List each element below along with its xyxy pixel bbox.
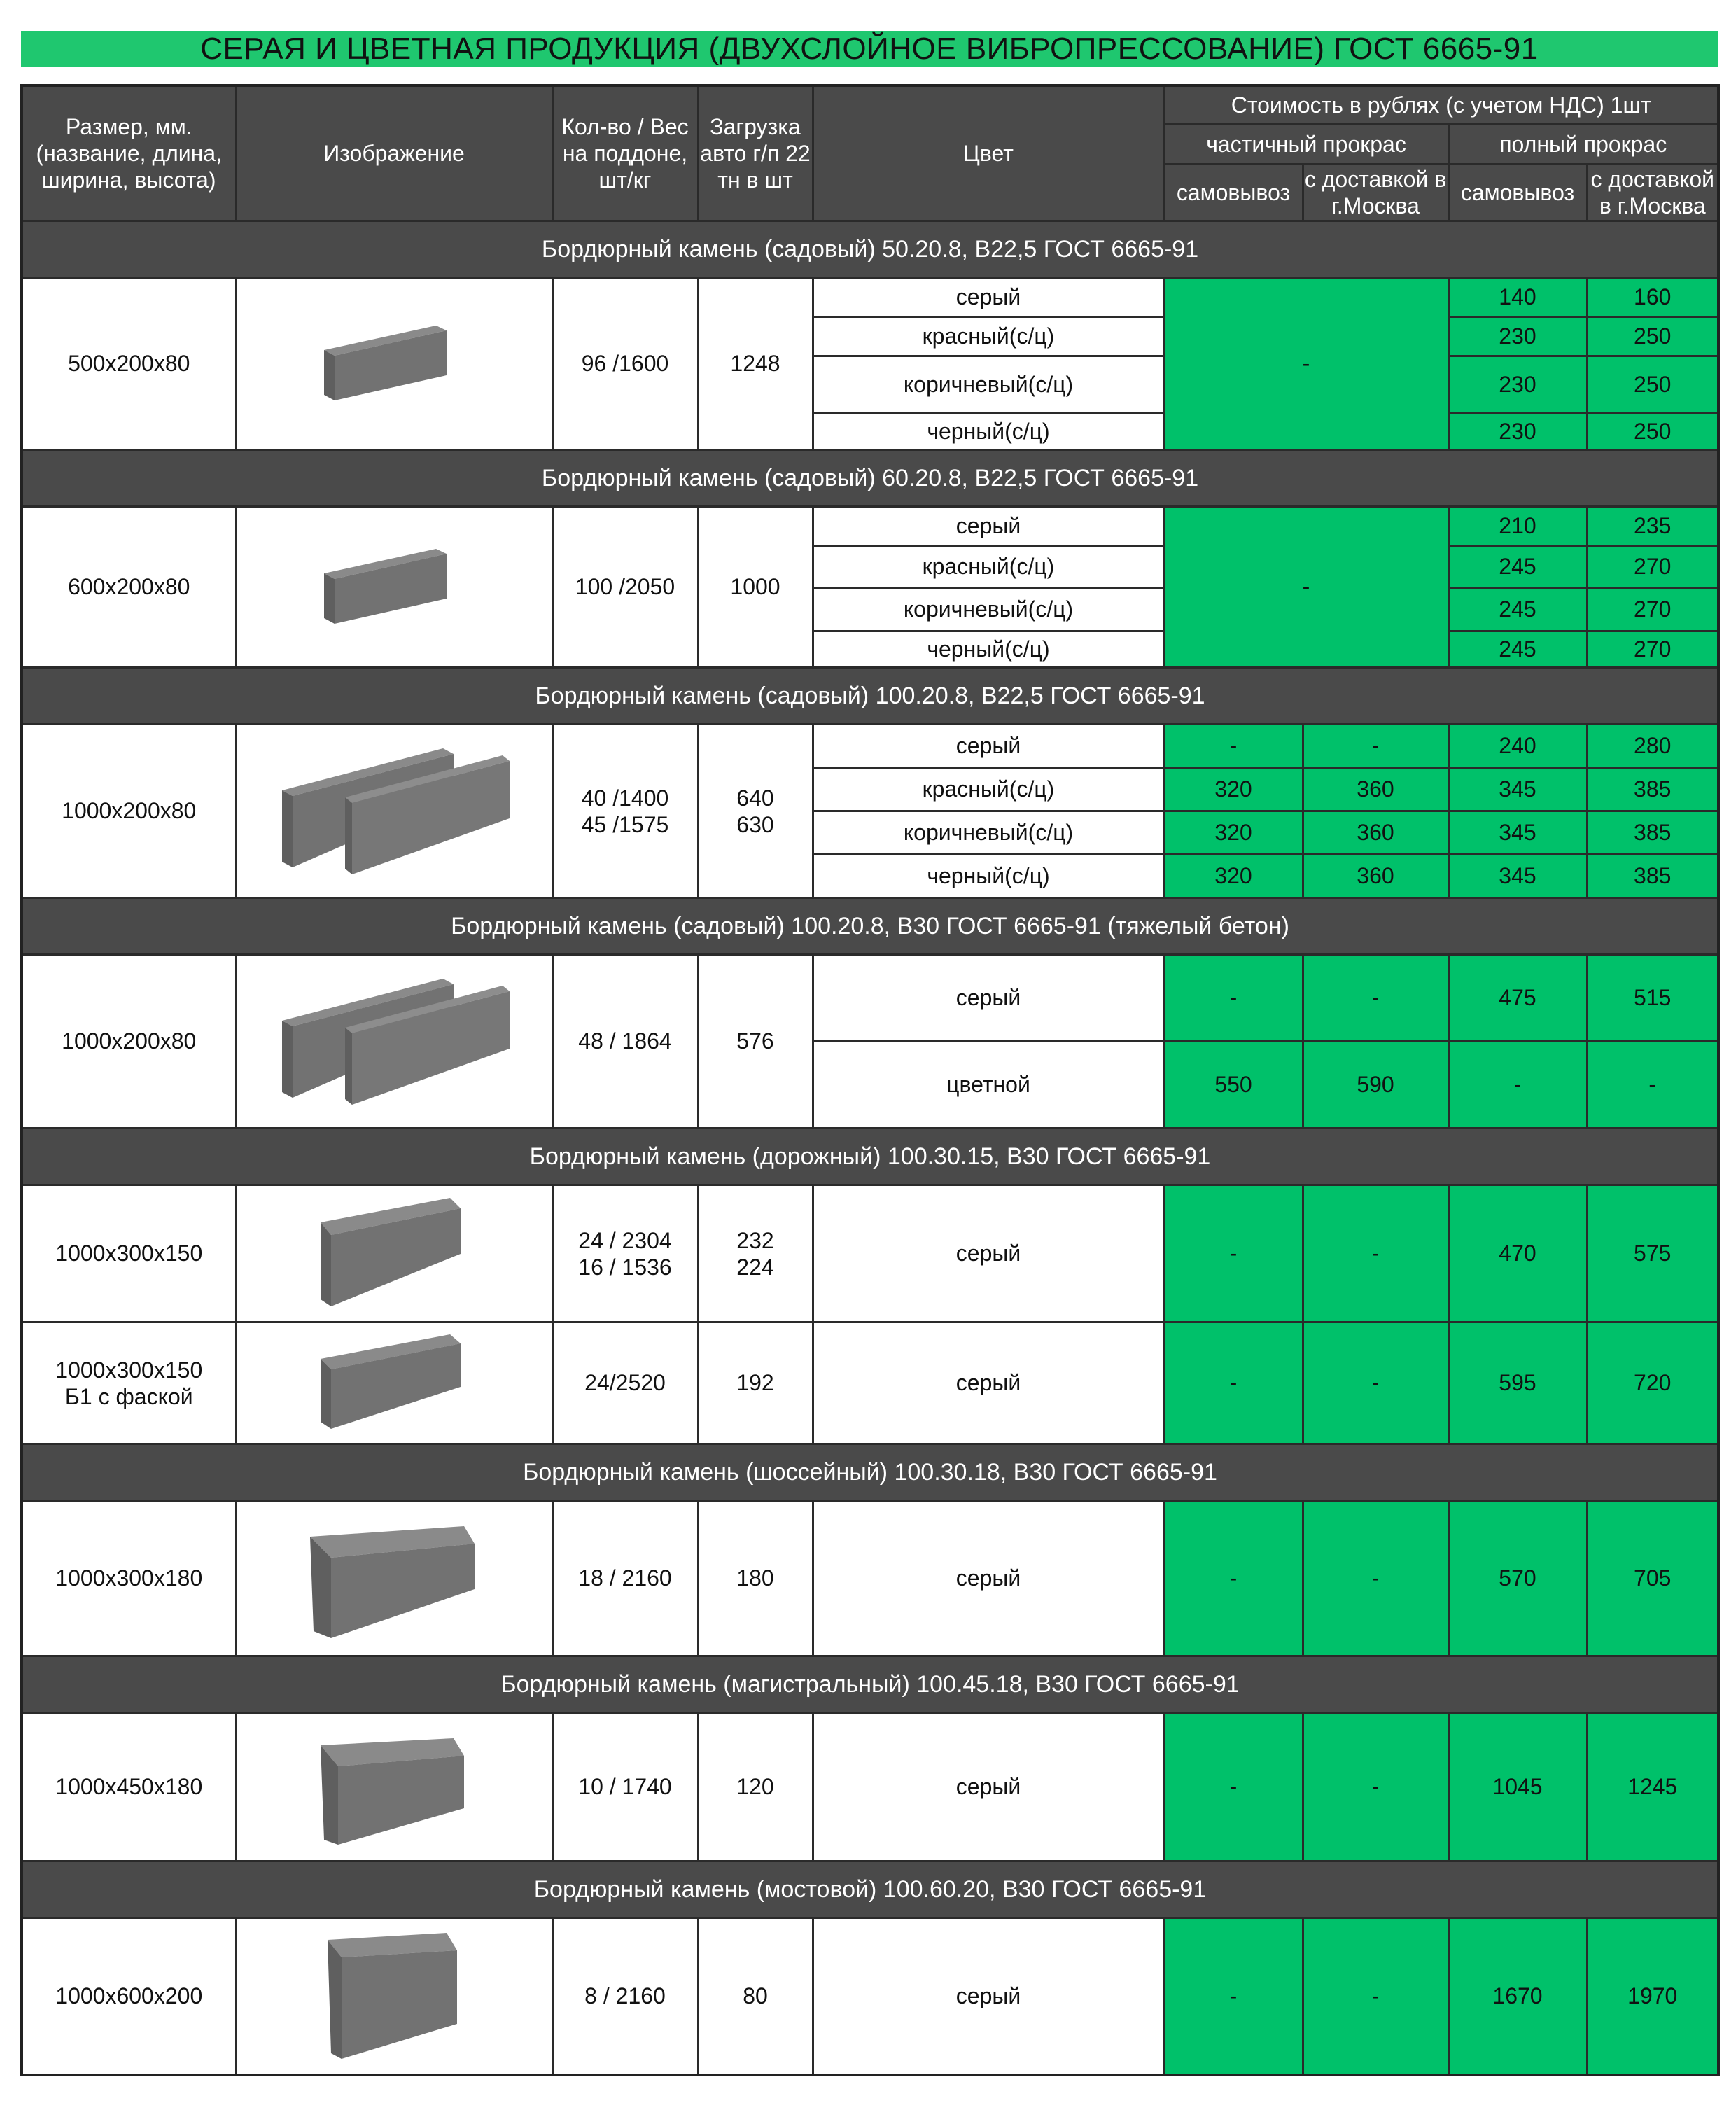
header-partial-pickup: самовывоз — [1164, 165, 1303, 221]
header-cost: Стоимость в рублях (с учетом НДС) 1шт — [1164, 85, 1718, 125]
full-delivery-price: - — [1587, 1042, 1718, 1129]
color-cell: коричневый(с/ц) — [813, 356, 1164, 414]
partial-pickup-price: - — [1164, 955, 1303, 1042]
partial-price-merged: - — [1164, 278, 1448, 450]
partial-delivery-price: 360 — [1303, 855, 1448, 898]
partial-delivery-price: 360 — [1303, 811, 1448, 855]
full-delivery-price: 515 — [1587, 955, 1718, 1042]
header-full-delivery: с доставкой в г.Москва — [1587, 165, 1718, 221]
size-cell: 1000х200х80 — [22, 955, 236, 1129]
header-image: Изображение — [236, 85, 552, 221]
header-size: Размер, мм. (название, длина, ширина, высота) — [22, 85, 236, 221]
partial-pickup-price: - — [1164, 1918, 1303, 2075]
load-cell: 640 630 — [698, 725, 813, 898]
main-road-curb-image — [236, 1713, 552, 1861]
qty-cell: 24 / 2304 16 / 1536 — [552, 1185, 698, 1322]
section-title: Бордюрный камень (садовый) 50.20.8, В22,5 ГОСТ 6665-91 — [22, 221, 1718, 278]
size-cell: 1000х450х180 — [22, 1713, 236, 1861]
partial-pickup-price: 550 — [1164, 1042, 1303, 1129]
partial-pickup-price: - — [1164, 725, 1303, 768]
partial-delivery-price: - — [1303, 1501, 1448, 1656]
curb-stone-image — [236, 278, 552, 450]
partial-delivery-price: - — [1303, 1918, 1448, 2075]
price-table — [20, 84, 1720, 2076]
section-title: Бордюрный камень (садовый) 100.20.8, В22,5 ГОСТ 6665-91 — [22, 668, 1718, 725]
header-partial-delivery: с доставкой в г.Москва — [1303, 165, 1448, 221]
partial-delivery-price: - — [1303, 1322, 1448, 1444]
color-cell: серый — [813, 955, 1164, 1042]
qty-cell: 96 /1600 — [552, 278, 698, 450]
full-pickup-price: 230 — [1448, 356, 1587, 414]
header-load: Загрузка авто г/п 22 тн в шт — [698, 85, 813, 221]
partial-delivery-price: - — [1303, 725, 1448, 768]
full-pickup-price: 240 — [1448, 725, 1587, 768]
partial-delivery-price: - — [1303, 1185, 1448, 1322]
full-pickup-price: 245 — [1448, 631, 1587, 668]
color-cell: серый — [813, 507, 1164, 546]
partial-pickup-price: - — [1164, 1713, 1303, 1861]
color-cell: коричневый(с/ц) — [813, 588, 1164, 631]
full-pickup-price: 245 — [1448, 546, 1587, 588]
full-pickup-price: 345 — [1448, 768, 1587, 811]
load-cell: 1248 — [698, 278, 813, 450]
section-title: Бордюрный камень (мостовой) 100.60.20, В30 ГОСТ 6665-91 — [22, 1861, 1718, 1918]
qty-cell: 24/2520 — [552, 1322, 698, 1444]
full-delivery-price: 270 — [1587, 588, 1718, 631]
size-cell: 1000х300х150 Б1 с фаской — [22, 1322, 236, 1444]
full-pickup-price: 230 — [1448, 414, 1587, 450]
load-cell: 120 — [698, 1713, 813, 1861]
section-title: Бордюрный камень (садовый) 100.20.8, В30 ГОСТ 6665-91 (тяжелый бетон) — [22, 898, 1718, 955]
qty-cell: 40 /1400 45 /1575 — [552, 725, 698, 898]
full-delivery-price: 705 — [1587, 1501, 1718, 1656]
color-cell: серый — [813, 1322, 1164, 1444]
full-pickup-price: 345 — [1448, 811, 1587, 855]
partial-pickup-price: 320 — [1164, 855, 1303, 898]
two-curb-stones-image — [236, 955, 552, 1129]
size-cell: 1000х300х180 — [22, 1501, 236, 1656]
full-pickup-price: 245 — [1448, 588, 1587, 631]
color-cell: красный(с/ц) — [813, 768, 1164, 811]
load-cell: 192 — [698, 1322, 813, 1444]
full-pickup-price: 1045 — [1448, 1713, 1587, 1861]
size-cell: 1000х300х150 — [22, 1185, 236, 1322]
full-delivery-price: 235 — [1587, 507, 1718, 546]
page-title: СЕРАЯ И ЦВЕТНАЯ ПРОДУКЦИЯ (ДВУХСЛОЙНОЕ ВИБРОПРЕССОВАНИЕ) ГОСТ 6665-91 — [21, 31, 1718, 67]
color-cell: красный(с/ц) — [813, 317, 1164, 356]
size-cell: 1000х200х80 — [22, 725, 236, 898]
section-title: Бордюрный камень (садовый) 60.20.8, В22,5 ГОСТ 6665-91 — [22, 450, 1718, 507]
full-delivery-price: 1970 — [1587, 1918, 1718, 2075]
section-title: Бордюрный камень (дорожный) 100.30.15, В30 ГОСТ 6665-91 — [22, 1129, 1718, 1185]
full-pickup-price: 230 — [1448, 317, 1587, 356]
color-cell: коричневый(с/ц) — [813, 811, 1164, 855]
full-pickup-price: 210 — [1448, 507, 1587, 546]
partial-pickup-price: 320 — [1164, 768, 1303, 811]
curb-stone-image — [236, 507, 552, 668]
full-delivery-price: 720 — [1587, 1322, 1718, 1444]
size-cell: 1000х600х200 — [22, 1918, 236, 2075]
partial-delivery-price: 590 — [1303, 1042, 1448, 1129]
full-delivery-price: 385 — [1587, 811, 1718, 855]
header-color: Цвет — [813, 85, 1164, 221]
full-delivery-price: 160 — [1587, 278, 1718, 317]
color-cell: черный(с/ц) — [813, 855, 1164, 898]
color-cell: серый — [813, 1501, 1164, 1656]
full-pickup-price: 1670 — [1448, 1918, 1587, 2075]
partial-pickup-price: - — [1164, 1322, 1303, 1444]
section-title: Бордюрный камень (магистральный) 100.45.18, В30 ГОСТ 6665-91 — [22, 1656, 1718, 1713]
full-delivery-price: 270 — [1587, 546, 1718, 588]
qty-cell: 10 / 1740 — [552, 1713, 698, 1861]
full-delivery-price: 385 — [1587, 855, 1718, 898]
color-cell: серый — [813, 725, 1164, 768]
full-pickup-price: 595 — [1448, 1322, 1587, 1444]
qty-cell: 18 / 2160 — [552, 1501, 698, 1656]
color-cell: цветной — [813, 1042, 1164, 1129]
partial-price-merged: - — [1164, 507, 1448, 668]
size-cell: 600х200х80 — [22, 507, 236, 668]
full-delivery-price: 575 — [1587, 1185, 1718, 1322]
qty-cell: 100 /2050 — [552, 507, 698, 668]
size-cell: 500х200х80 — [22, 278, 236, 450]
full-pickup-price: - — [1448, 1042, 1587, 1129]
qty-cell: 48 / 1864 — [552, 955, 698, 1129]
color-cell: серый — [813, 1918, 1164, 2075]
color-cell: серый — [813, 1713, 1164, 1861]
full-pickup-price: 475 — [1448, 955, 1587, 1042]
header-partial: частичный прокрас — [1164, 125, 1448, 165]
highway-curb-image — [236, 1501, 552, 1656]
partial-delivery-price: 360 — [1303, 768, 1448, 811]
partial-delivery-price: - — [1303, 955, 1448, 1042]
road-curb-bevel-image — [236, 1322, 552, 1444]
bridge-curb-image — [236, 1918, 552, 2075]
full-delivery-price: 250 — [1587, 356, 1718, 414]
full-delivery-price: 250 — [1587, 414, 1718, 450]
road-curb-image — [236, 1185, 552, 1322]
load-cell: 576 — [698, 955, 813, 1129]
two-curb-stones-image — [236, 725, 552, 898]
load-cell: 1000 — [698, 507, 813, 668]
section-title: Бордюрный камень (шоссейный) 100.30.18, В30 ГОСТ 6665-91 — [22, 1444, 1718, 1501]
full-delivery-price: 270 — [1587, 631, 1718, 668]
qty-cell: 8 / 2160 — [552, 1918, 698, 2075]
color-cell: красный(с/ц) — [813, 546, 1164, 588]
load-cell: 232 224 — [698, 1185, 813, 1322]
color-cell: черный(с/ц) — [813, 631, 1164, 668]
full-delivery-price: 385 — [1587, 768, 1718, 811]
full-delivery-price: 250 — [1587, 317, 1718, 356]
partial-pickup-price: 320 — [1164, 811, 1303, 855]
partial-pickup-price: - — [1164, 1185, 1303, 1322]
color-cell: черный(с/ц) — [813, 414, 1164, 450]
header-qty: Кол-во / Вес на поддоне, шт/кг — [552, 85, 698, 221]
color-cell: серый — [813, 278, 1164, 317]
full-pickup-price: 470 — [1448, 1185, 1587, 1322]
full-pickup-price: 345 — [1448, 855, 1587, 898]
partial-delivery-price: - — [1303, 1713, 1448, 1861]
color-cell: серый — [813, 1185, 1164, 1322]
header-full-pickup: самовывоз — [1448, 165, 1587, 221]
full-delivery-price: 1245 — [1587, 1713, 1718, 1861]
partial-pickup-price: - — [1164, 1501, 1303, 1656]
load-cell: 180 — [698, 1501, 813, 1656]
load-cell: 80 — [698, 1918, 813, 2075]
header-full: полный прокрас — [1448, 125, 1718, 165]
full-delivery-price: 280 — [1587, 725, 1718, 768]
full-pickup-price: 570 — [1448, 1501, 1587, 1656]
full-pickup-price: 140 — [1448, 278, 1587, 317]
